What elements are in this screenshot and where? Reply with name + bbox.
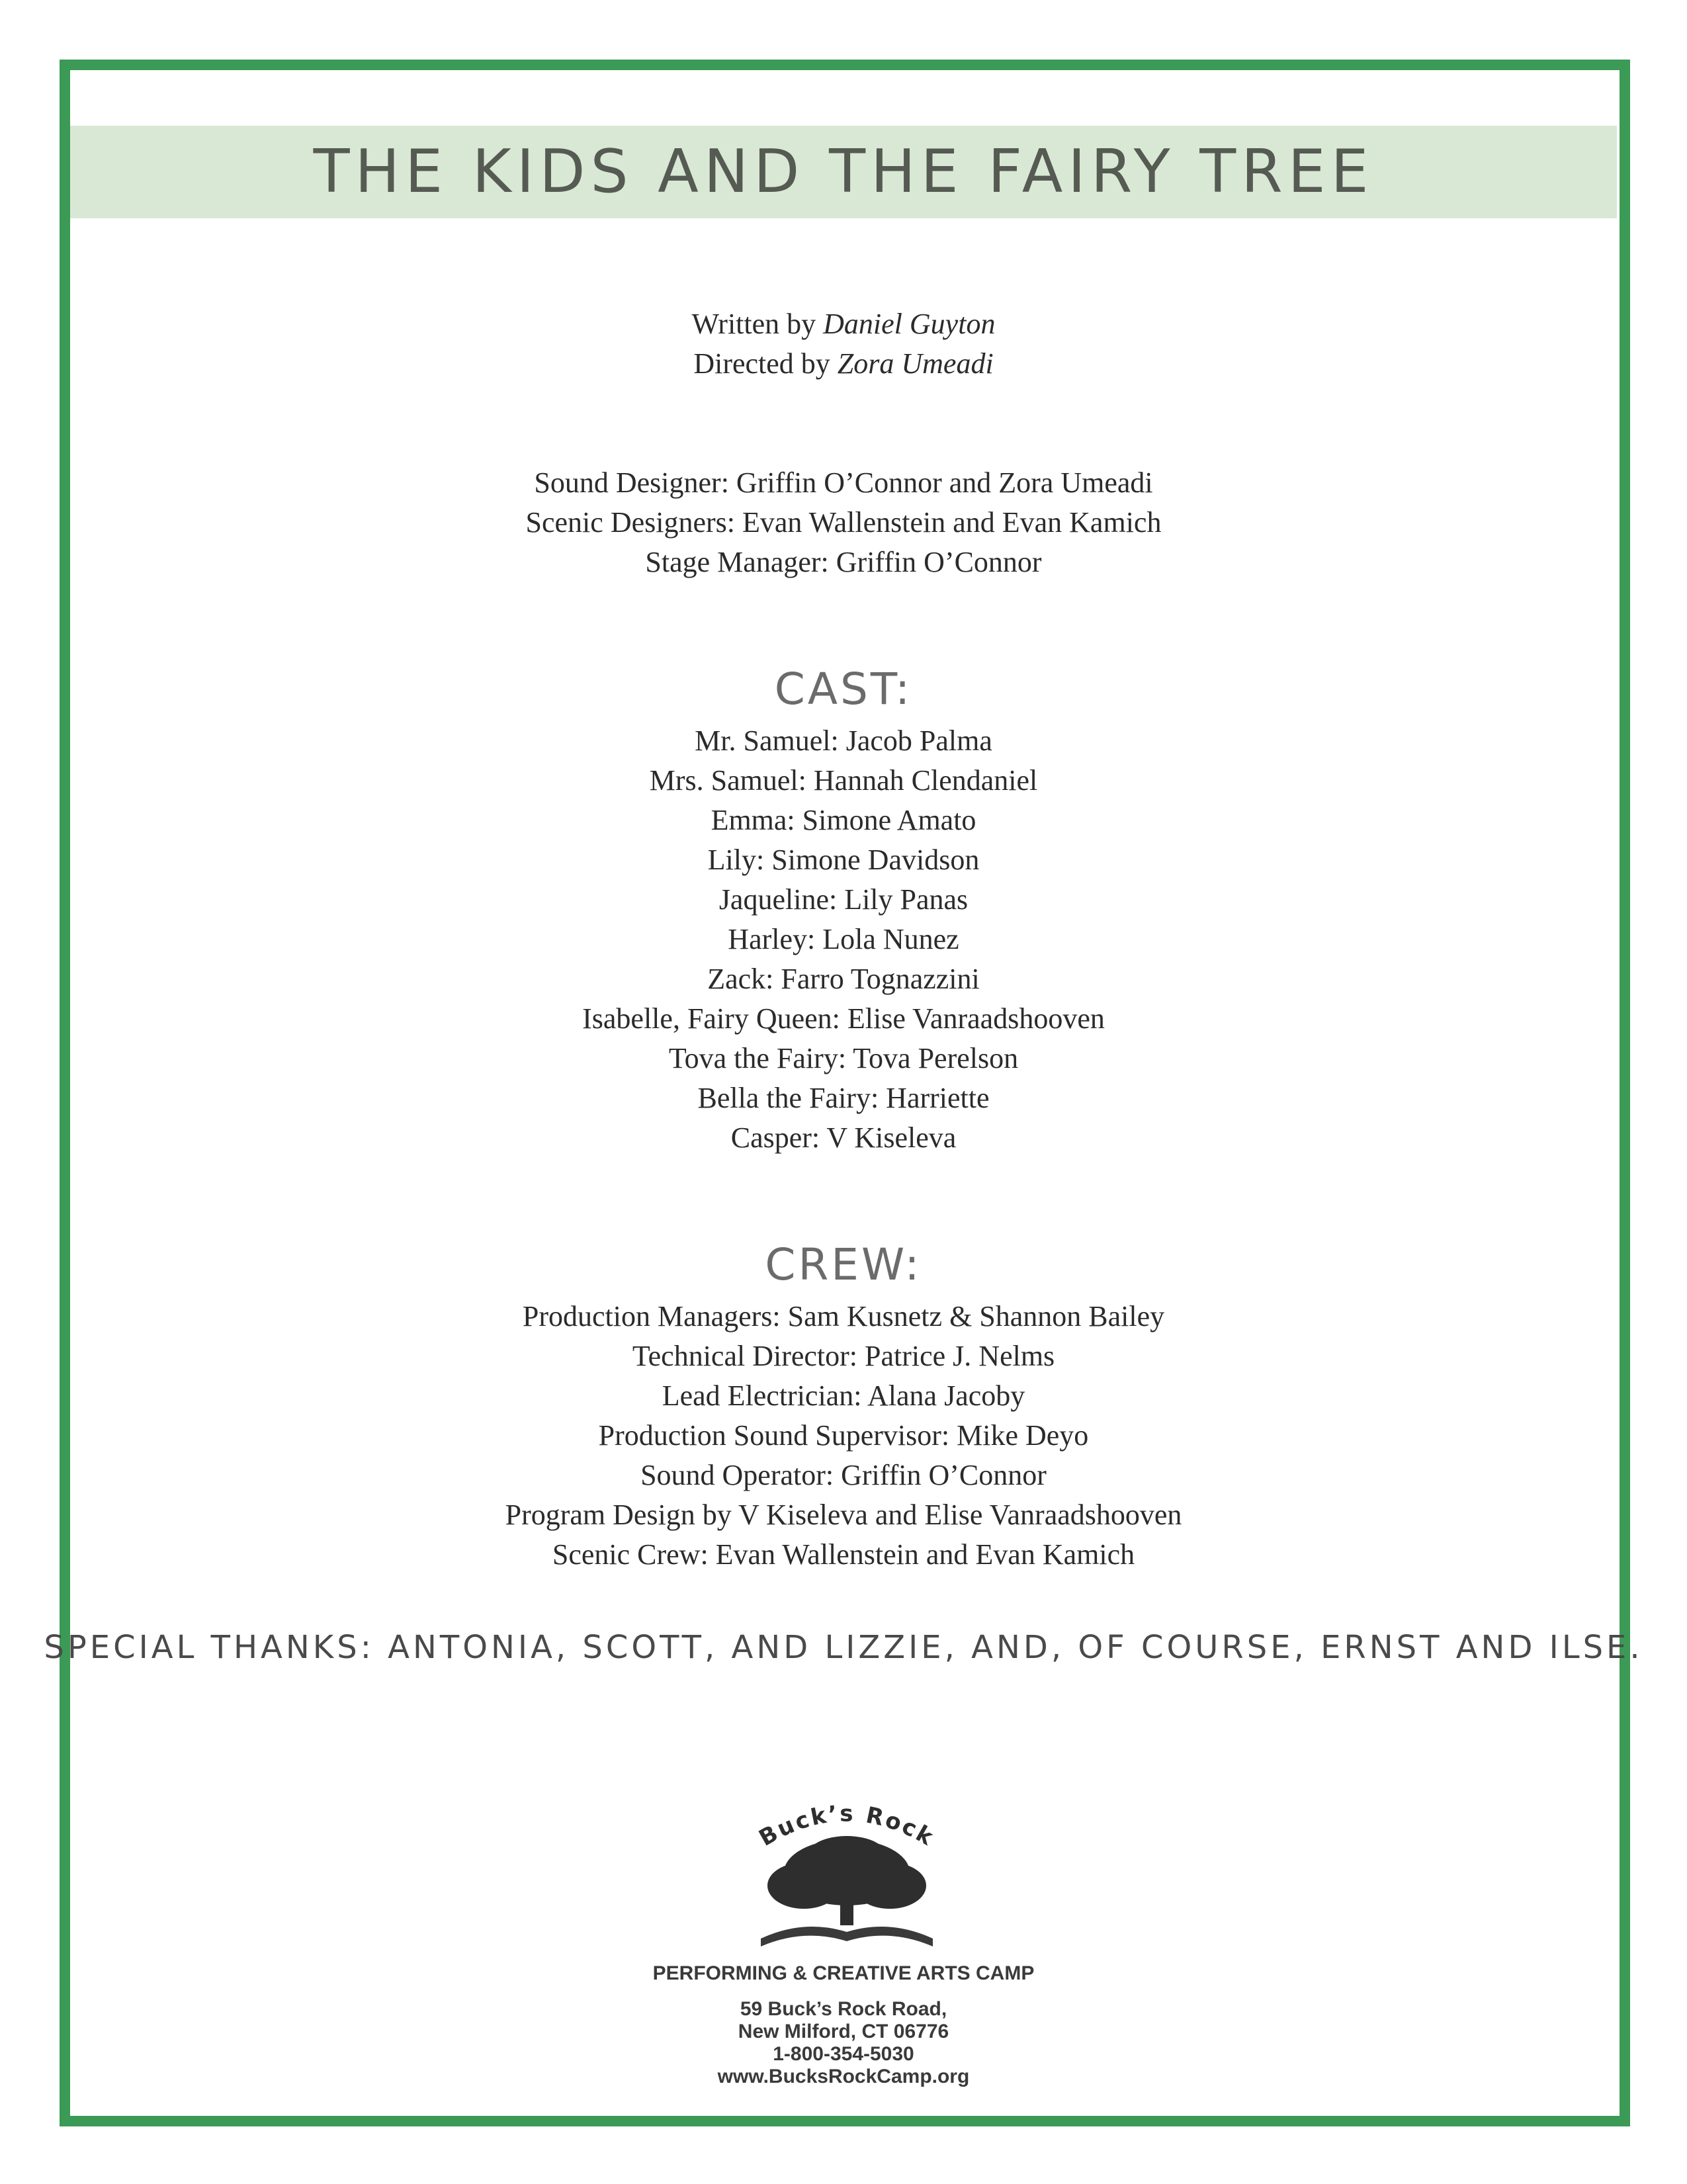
title-band [70, 126, 1617, 218]
page-title: THE KIDS AND THE FAIRY TREE [313, 137, 1374, 206]
crew-heading: CREW: [765, 1239, 922, 1290]
crew-item: Lead Electrician: Alana Jacoby [662, 1379, 1025, 1412]
contact-block [0, 1998, 1687, 2088]
book-icon [761, 1927, 933, 1946]
cast-item: Casper: V Kiseleva [730, 1121, 957, 1154]
logo-tagline: PERFORMING & CREATIVE ARTS CAMP [652, 1962, 1035, 1984]
crew-item: Production Sound Supervisor: Mike Deyo [598, 1419, 1089, 1452]
cast-item: Zack: Farro Tognazzini [707, 963, 980, 995]
cast-item: Isabelle, Fairy Queen: Elise Vanraadshooven [582, 1002, 1105, 1035]
author-credits [0, 304, 1687, 384]
phone-number: 1-800-354-5030 [773, 2043, 914, 2065]
writer-name: Daniel Guyton [823, 308, 996, 340]
bucks-rock-logo [741, 1786, 953, 1965]
cast-item: Lily: Simone Davidson [707, 844, 980, 876]
crew-list [0, 1297, 1687, 1575]
written-by-line [0, 304, 1687, 344]
cast-heading: CAST: [774, 664, 913, 715]
cast-item: Tova the Fairy: Tova Perelson [668, 1042, 1019, 1074]
director-name: Zora Umeadi [837, 347, 994, 380]
crew-item: Sound Operator: Griffin O’Connor [640, 1459, 1047, 1491]
design-team-list [0, 463, 1687, 582]
cast-item: Jaqueline: Lily Panas [718, 883, 969, 916]
address-line: New Milford, CT 06776 [738, 2021, 949, 2042]
website-link[interactable]: www.BucksRockCamp.org [717, 2066, 970, 2087]
crew-item: Technical Director: Patrice J. Nelms [632, 1340, 1055, 1372]
design-team-item: Scenic Designers: Evan Wallenstein and Evan Kamich [525, 506, 1162, 539]
design-team-item: Stage Manager: Griffin O’Connor [645, 546, 1042, 578]
written-label: Written by [691, 308, 816, 340]
cast-list [0, 721, 1687, 1158]
crew-item: Scenic Crew: Evan Wallenstein and Evan Kamich [552, 1538, 1135, 1571]
logo-arc-text: Buck’s Rock [754, 1800, 939, 1852]
cast-item: Mr. Samuel: Jacob Palma [695, 724, 992, 757]
directed-label: Directed by [693, 347, 830, 380]
tree-icon [767, 1836, 926, 1925]
crew-item: Program Design by V Kiseleva and Elise Vanraadshooven [505, 1499, 1182, 1531]
special-thanks: SPECIAL THANKS: ANTONIA, SCOTT, AND LIZZIE, AND, OF COURSE, ERNST AND ILSE. [44, 1629, 1643, 1666]
crew-item: Production Managers: Sam Kusnetz & Shannon Bailey [522, 1300, 1165, 1332]
cast-item: Harley: Lola Nunez [728, 923, 959, 955]
address-line: 59 Buck’s Rock Road, [740, 1998, 947, 2020]
cast-item: Emma: Simone Amato [711, 804, 976, 836]
directed-by-line [0, 344, 1687, 384]
cast-item: Bella the Fairy: Harriette [697, 1082, 990, 1114]
design-team-item: Sound Designer: Griffin O’Connor and Zora Umeadi [534, 466, 1153, 499]
cast-item: Mrs. Samuel: Hannah Clendaniel [649, 764, 1038, 797]
